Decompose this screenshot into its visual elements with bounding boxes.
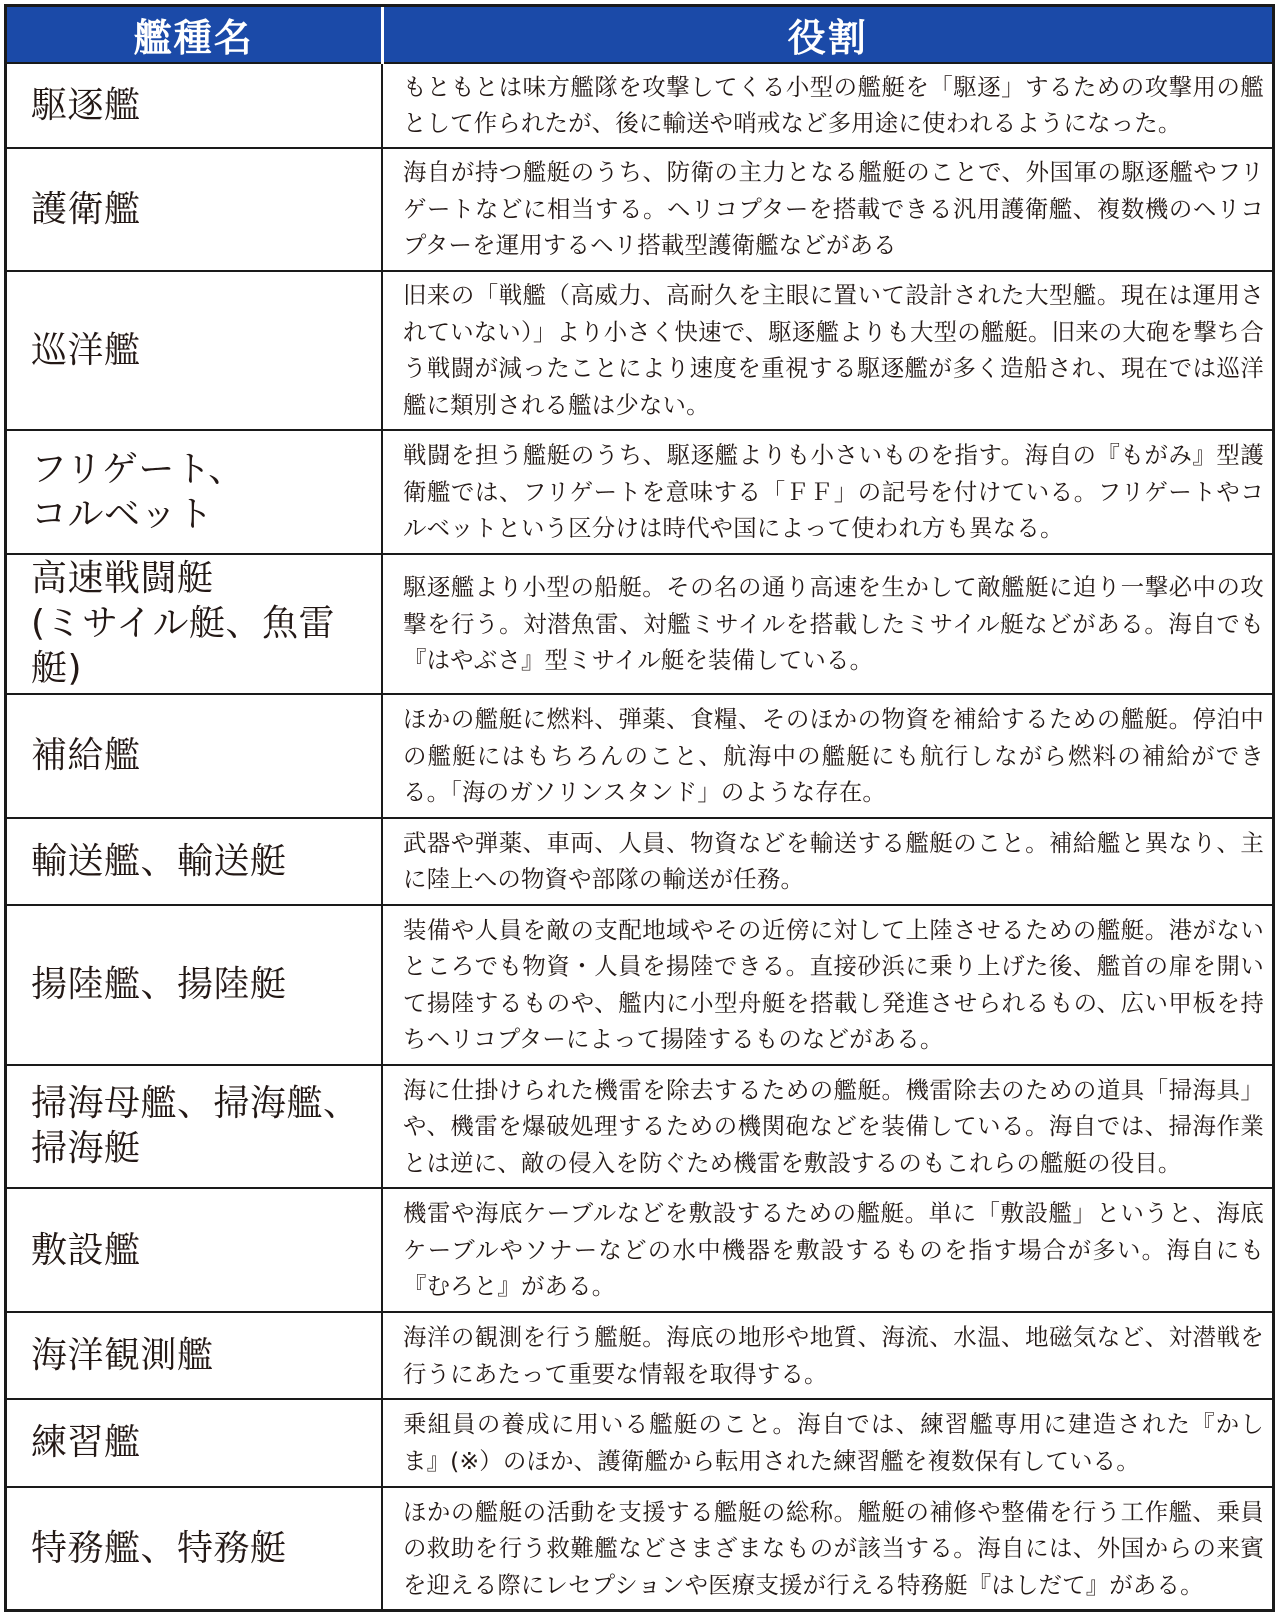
ship-types-table <box>7 7 1272 1609</box>
ship-type-role: もともとは味方艦隊を攻撃してくる小型の艦艇を「駆逐」するための攻撃用の艦として作られたが、後に輸送や哨戒など多用途に使われるようになった。 <box>382 63 1272 148</box>
ship-type-role: 装備や人員を敵の支配地域やその近傍に対して上陸させるための艦艇。港がないところでも物資・人員を揚陸できる。直接砂浜に乗り上げた後、艦首の扉を開いて揚陸するものや、艦内に小型舟艇を搭載し発進させられるもの、広い甲板を持ちヘリコプターによって揚陸するものなどがある。 <box>382 905 1272 1065</box>
ship-type-name: 輸送艦、輸送艇 <box>7 818 382 905</box>
ship-type-name: 揚陸艦、揚陸艇 <box>7 905 382 1065</box>
ship-type-role: ほかの艦艇に燃料、弾薬、食糧、そのほかの物資を補給するための艦艇。停泊中の艦艇にはもちろんのこと、航海中の艦艇にも航行しながら燃料の補給ができる。｢海のガソリンスタンド」のような存在。 <box>382 694 1272 818</box>
table-row <box>7 271 1272 430</box>
ship-type-name: 敷設艦 <box>7 1188 382 1312</box>
ship-type-name: 練習艦 <box>7 1399 382 1487</box>
column-header-role: 役割 <box>382 7 1272 63</box>
ship-type-name: 掃海母艦、掃海艦、 掃海艇 <box>7 1065 382 1188</box>
ship-type-role: 海に仕掛けられた機雷を除去するための艦艇。機雷除去のための道具「掃海具」や、機雷を爆破処理するための機関砲などを装備している。海自では、掃海作業とは逆に、敵の侵入を防ぐため機雷を敷設するのもこれらの艦艇の役目。 <box>382 1065 1272 1188</box>
table-row <box>7 430 1272 554</box>
ship-type-role: ほかの艦艇の活動を支援する艦艇の総称。艦艇の補修や整備を行う工作艦、乗員の救助を行う救難艦などさまざまなものが該当する。海自には、外国からの来賓を迎える際にレセプションや医療支援が行える特務艇『はしだて』がある。 <box>382 1487 1272 1609</box>
ship-type-name: 高速戦闘艇 (ミサイル艇、魚雷艇) <box>7 554 382 694</box>
ship-type-name: 巡洋艦 <box>7 271 382 430</box>
table-row <box>7 1487 1272 1609</box>
ship-type-role: 旧来の「戦艦（高威力、高耐久を主眼に置いて設計された大型艦。現在は運用されていない）」より小さく快速で、駆逐艦よりも大型の艦艇。旧来の大砲を撃ち合う戦闘が減ったことにより速度を重視する駆逐艦が多く造船され、現在では巡洋艦に類別される艦は少ない。 <box>382 271 1272 430</box>
ship-type-name: 特務艦、特務艇 <box>7 1487 382 1609</box>
ship-type-name: 駆逐艦 <box>7 63 382 148</box>
ship-type-role: 海自が持つ艦艇のうち、防衛の主力となる艦艇のことで、外国軍の駆逐艦やフリゲートなどに相当する。ヘリコプターを搭載できる汎用護衛艦、複数機のヘリコプターを運用するヘリ搭載型護衛艦などがある <box>382 148 1272 271</box>
ship-type-name: 護衛艦 <box>7 148 382 271</box>
table-row <box>7 1065 1272 1188</box>
ship-type-role: 駆逐艦より小型の船艇。その名の通り高速を生かして敵艦艇に迫り一撃必中の攻撃を行う。対潜魚雷、対艦ミサイルを搭載したミサイル艇などがある。海自でも『はやぶさ』型ミサイル艇を装備している。 <box>382 554 1272 694</box>
table-row <box>7 63 1272 148</box>
table-row <box>7 905 1272 1065</box>
ship-type-role: 武器や弾薬、車両、人員、物資などを輸送する艦艇のこと。補給艦と異なり、主に陸上への物資や部隊の輸送が任務。 <box>382 818 1272 905</box>
ship-type-role: 乗組員の養成に用いる艦艇のこと。海自では、練習艦専用に建造された『かしま』(※）のほか、護衛艦から転用された練習艦を複数保有している。 <box>382 1399 1272 1487</box>
table-row <box>7 1188 1272 1312</box>
table-row <box>7 554 1272 694</box>
ship-type-name: 補給艦 <box>7 694 382 818</box>
ship-type-name: 海洋観測艦 <box>7 1312 382 1399</box>
ship-type-role: 戦闘を担う艦艇のうち、駆逐艦よりも小さいものを指す。海自の『もがみ』型護衛艦では、フリゲートを意味する「ＦＦ」の記号を付けている。フリゲートやコルベットという区分けは時代や国によって使われ方も異なる。 <box>382 430 1272 554</box>
ship-types-table-frame <box>4 4 1275 1612</box>
column-header-ship-type: 艦種名 <box>7 7 382 63</box>
table-row <box>7 148 1272 271</box>
ship-type-role: 機雷や海底ケーブルなどを敷設するための艦艇。単に「敷設艦」というと、海底ケーブルやソナーなどの水中機器を敷設するものを指す場合が多い。海自にも『むろと』がある。 <box>382 1188 1272 1312</box>
table-row <box>7 1399 1272 1487</box>
ship-type-role: 海洋の観測を行う艦艇。海底の地形や地質、海流、水温、地磁気など、対潜戦を行うにあたって重要な情報を取得する。 <box>382 1312 1272 1399</box>
ship-type-name: フリゲート、 コルベット <box>7 430 382 554</box>
table-row <box>7 818 1272 905</box>
table-row <box>7 694 1272 818</box>
table-header-row <box>7 7 1272 63</box>
table-row <box>7 1312 1272 1399</box>
